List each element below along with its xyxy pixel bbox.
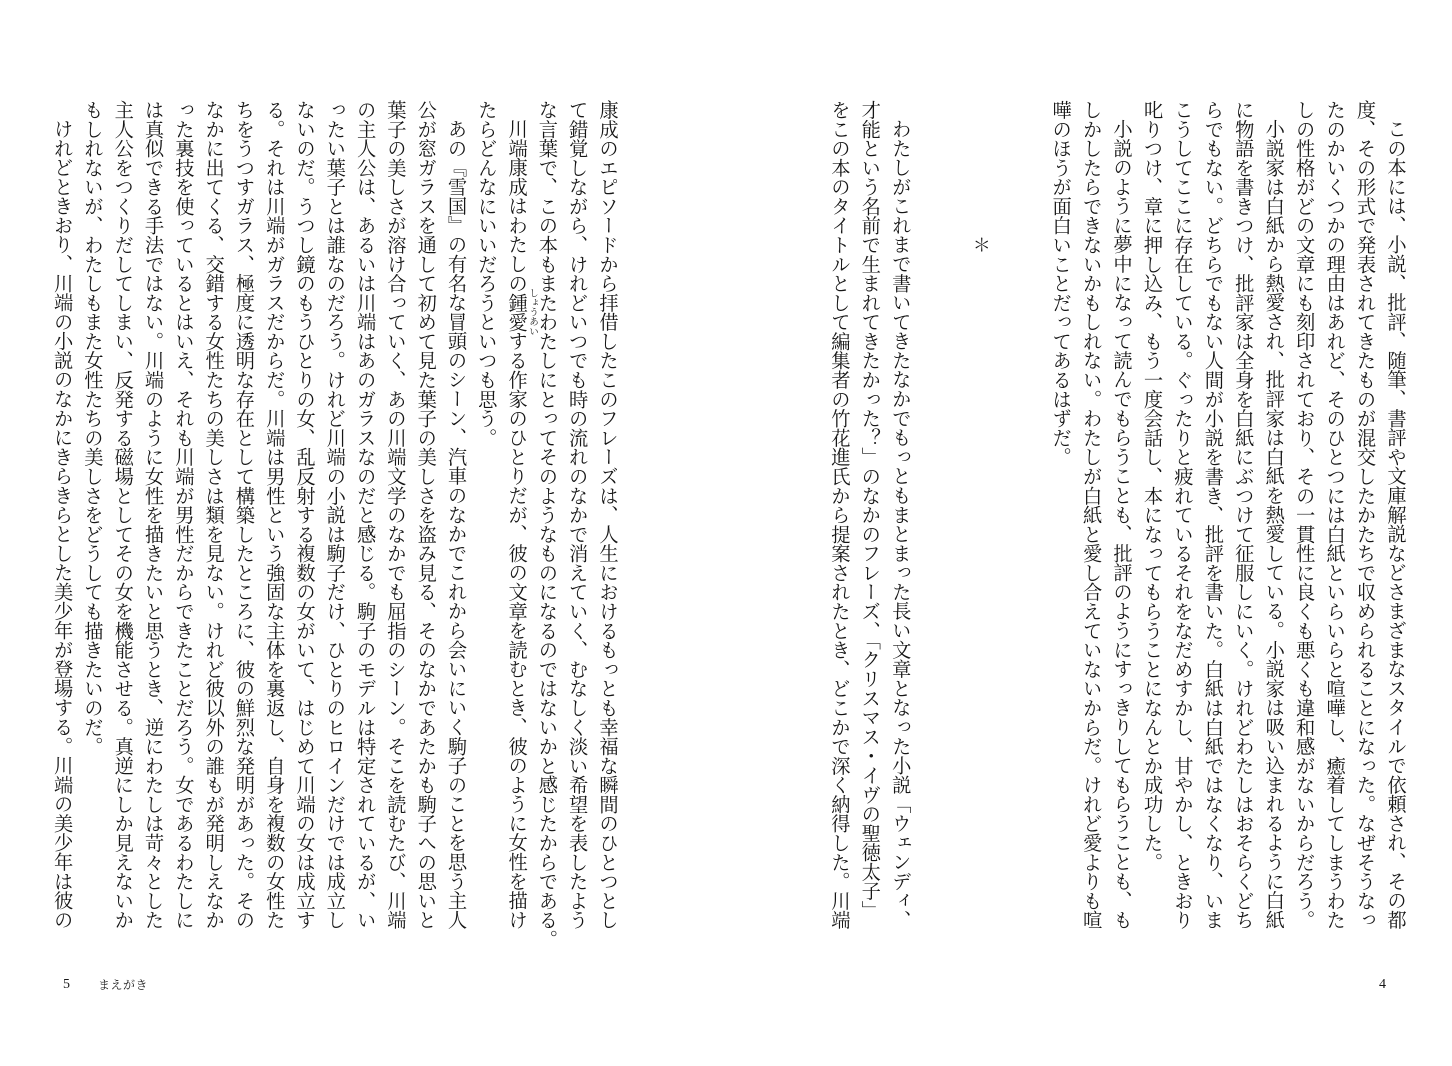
text-line: 公が窓ガラスを通して初めて見た葉子の美しさを盗み見る、そのなかであたかも駒子への思いと <box>414 100 438 930</box>
page-number-right: 4 <box>1379 977 1386 992</box>
text-line-with-ruby <box>501 100 539 960</box>
running-head: まえがき <box>98 978 149 992</box>
text-line: った裏技を使っているとはいえ、それも川端が男性だからできたことだろう。女であるわたしに <box>171 100 195 930</box>
text-line: 嘩のほうが面白いことだってあるはずだ。 <box>1049 100 1073 467</box>
text-line: なかに出てくる、交錯する女性たちの美しさは類を見ない。けれど彼以外の誰もが発明しえなか <box>202 100 226 930</box>
text-line: に物語を書きつけ、批評家は全身を白紙にぶつけて征服しにいく。けれどわたしはおそらくどち <box>1231 100 1255 930</box>
text-line: あの『雪国』の有名な冒頭のシーン、汽車のなかでこれから会いにいく駒子のことを思う主人 <box>444 119 468 930</box>
text-line: らでもない。どちらでもない人間が小説を書き、批評を書いた。白紙は白紙ではなくなり、いま <box>1201 100 1225 930</box>
text-line: 葉子の美しさが溶け合っていく、あの川端文学のなかでも屈指のシーン。そこを読むたび、川端 <box>383 100 407 930</box>
text-line: 叱りつけ、章に押し込み、もう一度会話し、本になってもらうことになんとか成功した。 <box>1140 100 1164 872</box>
text-line: たらどんなにいいだろうといつも思う。 <box>474 100 498 448</box>
text-line: 主人公をつくりだしてしまい、反発する磁場としてその女を機能させる。真逆にしか見えないか <box>111 100 135 930</box>
text-line: ったい葉子とは誰なのだろう。けれど川端の小説は駒子だけ、ひとりのヒロインだけでは成立し <box>323 100 347 930</box>
text-segment: する作家のひとりだが、彼の文章を読むとき、彼のように女性を描け <box>505 331 529 930</box>
text-line: ないのだ。うつし鏡のもうひとりの女、乱反射する複数の女がいて、はじめて川端の女は成立す <box>293 100 317 930</box>
text-line: しかしたらできないかもしれない。わたしが白紙と愛し合えていないからだ。けれど愛よりも喧 <box>1079 100 1103 930</box>
text-line: 康成のエピソードから拝借したこのフレーズは、人生におけるもっとも幸福な瞬間のひとつとし <box>596 100 619 930</box>
text-line: 度、その形式で発表されてきたものが混交したかたちで収められることになった。なぜそうなっ <box>1353 100 1377 930</box>
section-break-asterisk: ＊ <box>969 236 991 254</box>
ruby-base <box>505 287 539 336</box>
text-line: をこの本のタイトルとして編集者の竹花進氏から提案されたとき、どこかで深く納得した。川端 <box>827 100 851 930</box>
text-line: たのかいくつかの理由はあれど、そのひとつには白紙といらいらと喧嘩し、癒着してしまうわた <box>1323 100 1347 930</box>
page-number-left: 5 <box>63 977 70 992</box>
text-line: この本には、小説、批評、随筆、書評や文庫解説などさまざまなスタイルで依頼され、その都 <box>1384 119 1407 930</box>
text-line: 小説家は白紙から熱愛され、批評家は白紙を熱愛している。小説家は吸い込まれるように白紙 <box>1262 119 1286 930</box>
text-line: わたしがこれまで書いてきたなかでもっともまとまった長い文章となった小説「ウェンディ、 <box>888 119 912 930</box>
ruby-base-text: 鍾愛 <box>505 292 529 332</box>
text-line: こうしてここに存在している。ぐったりと疲れているそれをなだめすかし、甘やかし、ときおり <box>1170 100 1194 930</box>
ruby-annotation: しょうあい <box>527 287 539 336</box>
text-line: けれどときおり、川端の小説のなかにきらきらとした美少年が登場する。川端の美少年は彼の <box>50 119 74 930</box>
text-segment: 川端康成はわたしの <box>505 119 529 293</box>
text-line: 才能という名前で生まれてきたかった？」のなかのフレーズ、「クリスマス・イヴの聖徳太子」 <box>858 100 882 920</box>
text-line: は真似できる手法ではない。川端のように女性を描きたいと思うとき、逆にわたしは苛々とした <box>141 100 165 930</box>
text-line: もしれないが、わたしもまた女性たちの美しさをどうしても描きたいのだ。 <box>80 100 104 756</box>
text-line: の主人公は、あるいは川端はあのガラスなのだと感じる。駒子のモデルは特定されているが、い <box>353 100 377 930</box>
text-line: る。それは川端がガラスだからだ。川端は男性という強固な主体を裏返し、自身を複数の女性た <box>262 100 286 930</box>
text-line: な言葉で、この本もまたわたしにとってそのようなものになるのではないかと感じたからである。 <box>535 100 559 949</box>
left-page-body <box>46 100 622 960</box>
right-page-body <box>823 100 1410 960</box>
text-line: て錯覚しながら、けれどいつでも時の流れのなかで消えていく、むなしく淡い希望を表したよう <box>565 100 589 930</box>
text-line: 小説のように夢中になって読んでもらうことも、批評のようにすっきりしてもらうことも、も <box>1110 119 1134 930</box>
text-line: ちをうつすガラス、極度に透明な存在として構築したところに、彼の鮮烈な発明があった。その <box>232 100 256 930</box>
text-line: しの性格がどの文章にも刻印されており、その一貫性に良くも悪くも違和感がないからだろう。 <box>1292 100 1316 930</box>
